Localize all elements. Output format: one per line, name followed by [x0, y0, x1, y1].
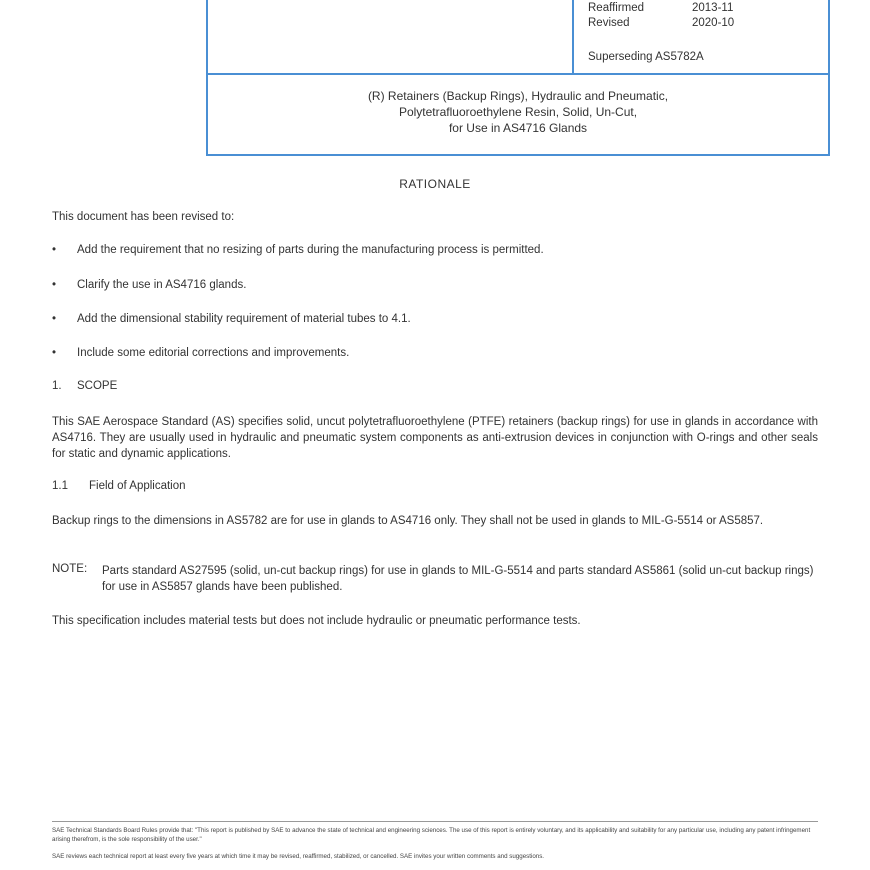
revised-value: 2020-10 — [692, 17, 735, 29]
field-body: Backup rings to the dimensions in AS5782 are for use in glands to AS4716 only. They shall not be used in glands to MIL-G-5514 or AS5857. — [52, 515, 764, 527]
header-box — [206, 0, 830, 156]
superseding-text: Superseding AS5782A — [588, 51, 704, 63]
rationale-heading: RATIONALE — [399, 177, 471, 191]
bullet-text: Include some editorial corrections and improvements. — [77, 347, 350, 359]
scope-number: 1. — [52, 380, 62, 392]
footer-rule — [52, 821, 818, 822]
bullet-icon: • — [52, 279, 57, 291]
bullet-icon: • — [52, 244, 57, 256]
field-number: 1.1 — [52, 480, 68, 492]
bullet-icon: • — [52, 313, 57, 325]
note-label: NOTE: — [52, 563, 88, 575]
reaffirmed-value: 2013-11 — [692, 2, 734, 14]
revised-label: Revised — [588, 17, 630, 29]
reaffirmed-row — [588, 2, 733, 14]
bullet-icon: • — [52, 347, 57, 359]
scope-heading: SCOPE — [77, 380, 118, 392]
field-heading: Field of Application — [89, 480, 186, 492]
footer-notice: SAE Technical Standards Board Rules provide that: "This report is published by SAE to advance the state of technical and engineering sciences. The use of this report is entirely voluntary, and its applicability and suitability for any particular use, including any patent infringement arising therefrom, is the sole responsibility of the user." — [52, 827, 811, 843]
scope-body: This SAE Aerospace Standard (AS) specifies solid, uncut polytetrafluoroethylene (PTFE) retainers (backup rings) for use in glands in accordance with AS4716. They are usually used in hydraulic and pneumatic system components as anti-extrusion devices in conjunction with O-rings and other seals for static and dynamic applications. — [52, 416, 818, 460]
bullet-text: Add the requirement that no resizing of parts during the manufacturing process is permitted. — [77, 244, 544, 256]
title-line-3: for Use in AS4716 Glands — [448, 121, 588, 135]
revised-row — [588, 17, 734, 29]
header-left-cell — [208, 0, 574, 73]
closing-paragraph: This specification includes material tests but does not include hydraulic or pneumatic performance tests. — [52, 615, 581, 627]
reaffirmed-label: Reaffirmed — [588, 2, 645, 14]
header-divider — [208, 73, 828, 75]
bullet-text: Add the dimensional stability requirement of material tubes to 4.1. — [77, 313, 411, 325]
document-title — [208, 88, 828, 136]
header-right-cell — [574, 0, 828, 73]
title-line-1: (R) Retainers (Backup Rings), Hydraulic and Pneumatic, — [367, 89, 669, 103]
title-line-2: Polytetrafluoroethylene Resin, Solid, Un-Cut, — [398, 105, 638, 119]
footer-review-notice: SAE reviews each technical report at least every five years at which time it may be revised, reaffirmed, stabilized, or cancelled. SAE invites your written comments and suggestions. — [52, 853, 545, 860]
note-body: Parts standard AS27595 (solid, un-cut backup rings) for use in glands to MIL-G-5514 and parts standard AS5861 (solid un-cut backup rings) for use in AS5857 glands have been published. — [102, 565, 814, 593]
bullet-text: Clarify the use in AS4716 glands. — [77, 279, 247, 291]
rationale-intro: This document has been revised to: — [52, 211, 235, 223]
